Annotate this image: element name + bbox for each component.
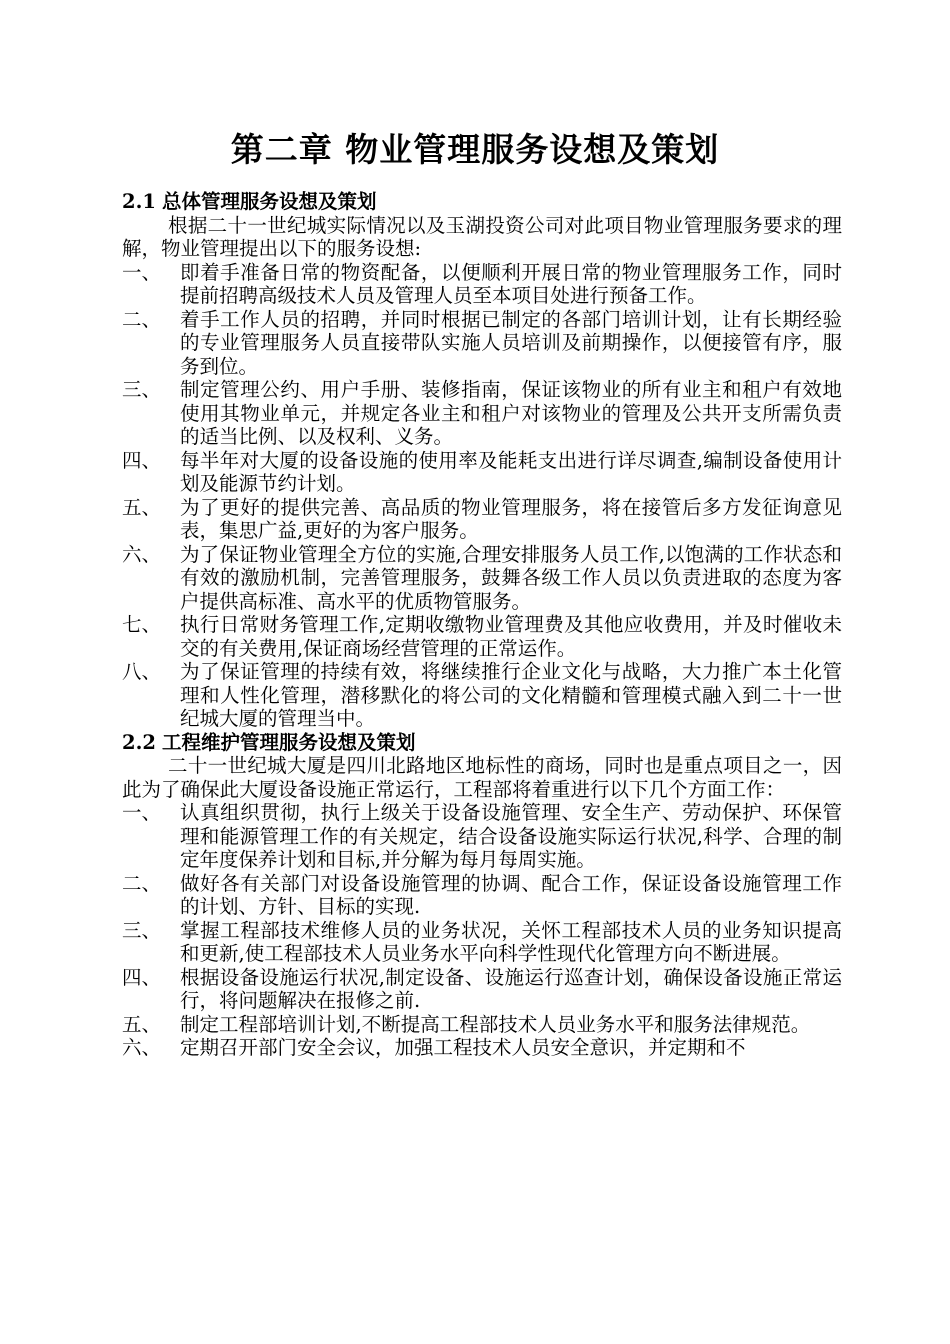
document-body [122,190,842,1060]
list-item [122,872,842,919]
section-intro: 二十一世纪城大厦是四川北路地区地标性的商场，同时也是重点项目之一，因此为了确保此大厦设备设施正常运行，工程部将着重进行以下几个方面工作： [122,754,842,801]
list-item-text: 定期召开部门安全会议，加强工程技术人员安全意识，并定期和不 [180,1036,746,1059]
section-heading [122,731,842,755]
list-item-text: 制定工程部培训计划,不断提高工程部技术人员业务水平和服务法律规范。 [180,1012,811,1036]
section-2-1 [122,190,842,731]
list-marker: 二、 [122,871,162,895]
list-marker: 五、 [122,495,162,519]
list-item-text: 做好各有关部门对设备设施管理的协调、配合工作，保证设备设施管理工作的计划、方针、目标的实现. [180,871,842,918]
list-marker: 二、 [122,307,162,331]
list-item-text: 为了保证物业管理全方位的实施,合理安排服务人员工作,以饱满的工作状态和有效的激励机制，完善管理服务，鼓舞各级工作人员以负责进取的态度为客户提供高标准、高水平的优质物管服务。 [180,542,842,613]
list-marker: 四、 [122,965,162,989]
list-item [122,613,842,660]
list-marker: 三、 [122,918,162,942]
list-item-text: 着手工作人员的招聘，并同时根据已制定的各部门培训计划，让有长期经验的专业管理服务人员直接带队实施人员培训及前期操作，以便接管有序，服务到位。 [180,307,842,378]
list-item-text: 制定管理公约、用户手册、装修指南，保证该物业的所有业主和租户有效地使用其物业单元，并规定各业主和租户对该物业的管理及公共开支所需负责的适当比例、以及权利、义务。 [180,378,842,448]
list-item [122,1036,842,1060]
list-marker: 一、 [122,260,162,284]
list-item-text: 认真组织贯彻，执行上级关于设备设施管理、安全生产、劳动保护、环保管理和能源管理工作的有关规定，结合设备设施实际运行状况,科学、合理的制定年度保养计划和目标,并分解为每月每周实施。 [180,801,842,871]
section-title: 总体管理服务设想及策划 [162,190,377,213]
section-intro: 根据二十一世纪城实际情况以及玉湖投资公司对此项目物业管理服务要求的理解，物业管理提出以下的服务设想: [122,213,842,260]
list-item [122,966,842,1013]
chapter-title: 第二章 物业管理服务设想及策划 [230,130,720,169]
list-item-text: 为了保证管理的持续有效，将继续推行企业文化与战略，大力推广本土化管理和人性化管理，潜移默化的将公司的文化精髓和管理模式融入到二十一世纪城大厦的管理当中。 [180,660,842,730]
section-2-2 [122,731,842,1060]
list-item-text: 即着手准备日常的物资配备，以便顺利开展日常的物业管理服务工作，同时提前招聘高级技术人员及管理人员至本项目处进行预备工作。 [180,260,842,307]
list-item [122,449,842,496]
list-marker: 三、 [122,378,162,401]
section-title: 工程维护管理服务设想及策划 [162,730,416,754]
list-item [122,543,842,614]
section-heading [122,190,842,214]
list-item [122,496,842,543]
list-item-text: 每半年对大厦的设备设施的使用率及能耗支出进行详尽调查,编制设备使用计划及能源节约计划。 [180,448,842,495]
section-number: 2.2 [122,730,156,754]
list-marker: 七、 [122,613,162,636]
section-number: 2.1 [122,190,156,213]
list-item [122,919,842,966]
list-item [122,801,842,872]
list-item [122,378,842,449]
list-item-text: 为了更好的提供完善、高品质的物业管理服务，将在接管后多方发征询意见表，集思广益,更好的为客户服务。 [180,495,842,542]
list-item-text: 掌握工程部技术维修人员的业务状况，关怀工程部技术人员的业务知识提高和更新,使工程部技术人员业务水平向科学性现代化管理方向不断进展。 [180,918,842,965]
list-item [122,261,842,308]
list-marker: 五、 [122,1012,162,1036]
list-marker: 四、 [122,448,162,472]
list-item-text: 根据设备设施运行状况,制定设备、设施运行巡查计划，确保设备设施正常运行，将问题解决在报修之前. [180,965,842,1012]
list-marker: 六、 [122,542,162,566]
list-item [122,308,842,379]
list-marker: 八、 [122,660,162,683]
list-marker: 六、 [122,1036,162,1059]
list-item [122,660,842,731]
list-item-text: 执行日常财务管理工作,定期收缴物业管理费及其他应收费用，并及时催收未交的有关费用,保证商场经营管理的正常运作。 [180,613,842,660]
list-item [122,1013,842,1037]
list-marker: 一、 [122,801,162,824]
